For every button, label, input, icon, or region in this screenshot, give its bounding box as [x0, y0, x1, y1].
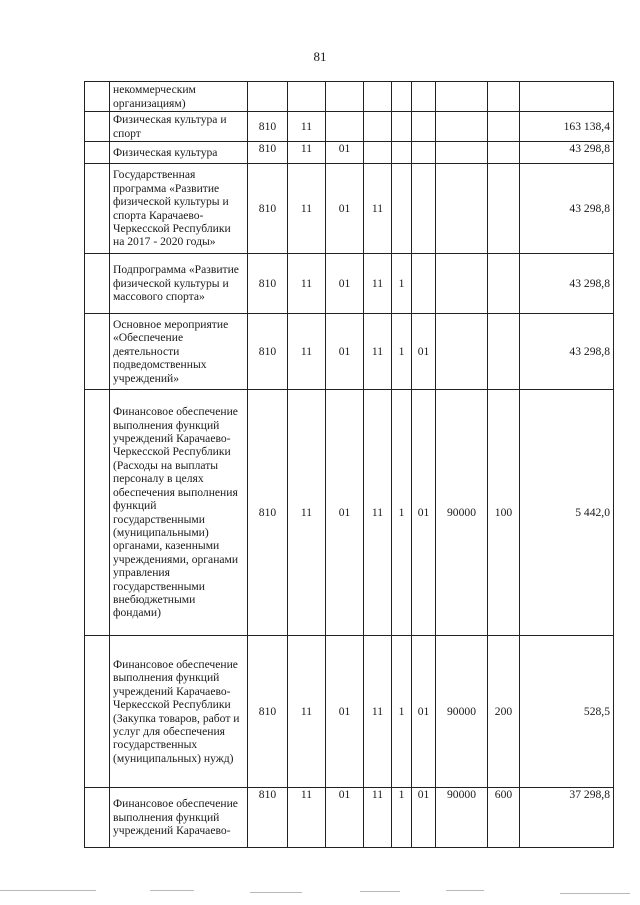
program-code: 11 — [364, 254, 392, 314]
expense-type-code — [488, 142, 520, 164]
expense-type-code: 200 — [488, 636, 520, 788]
section-code: 11 — [288, 636, 326, 788]
subprogram-code: 1 — [392, 788, 412, 848]
expense-type-code — [488, 82, 520, 112]
program-code: 11 — [364, 314, 392, 390]
subprogram-code: 1 — [392, 390, 412, 636]
subsection-code — [326, 82, 364, 112]
subsection-code: 01 — [326, 390, 364, 636]
activity-code — [412, 82, 436, 112]
row-name: Подпрограмма «Развитие физической культуры и массового спорта» — [110, 254, 248, 314]
subprogram-code — [392, 112, 412, 142]
expense-type-code — [488, 314, 520, 390]
expense-target-code: 90000 — [436, 788, 488, 848]
expense-type-code — [488, 254, 520, 314]
activity-code — [412, 142, 436, 164]
expense-type-code: 100 — [488, 390, 520, 636]
section-code — [288, 82, 326, 112]
amount: 43 298,8 — [520, 314, 614, 390]
blank-cell — [85, 788, 110, 848]
program-code: 11 — [364, 390, 392, 636]
blank-cell — [85, 254, 110, 314]
subprogram-code — [392, 142, 412, 164]
blank-cell — [85, 142, 110, 164]
ministry-code: 810 — [248, 314, 288, 390]
scan-artifact-line — [360, 891, 400, 892]
section-code: 11 — [288, 112, 326, 142]
blank-cell — [85, 82, 110, 112]
section-code: 11 — [288, 314, 326, 390]
program-code: 11 — [364, 636, 392, 788]
expense-target-code — [436, 142, 488, 164]
expense-type-code — [488, 112, 520, 142]
program-code — [364, 82, 392, 112]
ministry-code: 810 — [248, 112, 288, 142]
ministry-code: 810 — [248, 164, 288, 254]
blank-cell — [85, 164, 110, 254]
scan-artifact-line — [150, 890, 194, 891]
subsection-code: 01 — [326, 788, 364, 848]
ministry-code: 810 — [248, 254, 288, 314]
table-row — [85, 636, 614, 788]
expense-target-code: 90000 — [436, 636, 488, 788]
activity-code: 01 — [412, 314, 436, 390]
subsection-code: 01 — [326, 164, 364, 254]
activity-code — [412, 254, 436, 314]
amount: 163 138,4 — [520, 112, 614, 142]
activity-code: 01 — [412, 788, 436, 848]
blank-cell — [85, 636, 110, 788]
table-row — [85, 314, 614, 390]
subprogram-code — [392, 164, 412, 254]
amount — [520, 82, 614, 112]
section-code: 11 — [288, 164, 326, 254]
section-code: 11 — [288, 390, 326, 636]
scan-artifact-line — [446, 890, 484, 891]
ministry-code: 810 — [248, 142, 288, 164]
amount: 5 442,0 — [520, 390, 614, 636]
table-row — [85, 164, 614, 254]
subprogram-code: 1 — [392, 254, 412, 314]
row-name: Государственная программа «Развитие физической культуры и спорта Карачаево-Черкесской Республики на 2017 - 2020 годы» — [110, 164, 248, 254]
section-code: 11 — [288, 254, 326, 314]
subprogram-code: 1 — [392, 314, 412, 390]
program-code: 11 — [364, 788, 392, 848]
blank-cell — [85, 314, 110, 390]
row-name: Физическая культура и спорт — [110, 112, 248, 142]
amount: 37 298,8 — [520, 788, 614, 848]
amount: 528,5 — [520, 636, 614, 788]
scan-artifact-line — [0, 890, 96, 891]
table-row — [85, 390, 614, 636]
activity-code — [412, 112, 436, 142]
expense-type-code: 600 — [488, 788, 520, 848]
budget-table — [84, 81, 614, 848]
expense-target-code — [436, 254, 488, 314]
expense-target-code — [436, 164, 488, 254]
activity-code: 01 — [412, 390, 436, 636]
subsection-code: 01 — [326, 636, 364, 788]
scan-artifact-line — [560, 893, 630, 894]
section-code: 11 — [288, 142, 326, 164]
page-number: 81 — [313, 49, 327, 64]
table-row — [85, 112, 614, 142]
amount: 43 298,8 — [520, 142, 614, 164]
subprogram-code: 1 — [392, 636, 412, 788]
subprogram-code — [392, 82, 412, 112]
section-code: 11 — [288, 788, 326, 848]
expense-target-code: 90000 — [436, 390, 488, 636]
subsection-code — [326, 112, 364, 142]
program-code: 11 — [364, 164, 392, 254]
expense-target-code — [436, 314, 488, 390]
ministry-code: 810 — [248, 636, 288, 788]
blank-cell — [85, 112, 110, 142]
ministry-code: 810 — [248, 390, 288, 636]
table-row — [85, 142, 614, 164]
expense-target-code — [436, 82, 488, 112]
amount: 43 298,8 — [520, 164, 614, 254]
ministry-code: 810 — [248, 788, 288, 848]
row-name: Финансовое обеспечение выполнения функций учреждений Карачаево-Черкесской Республики (Закупка товаров, работ и услуг для обеспечения государственных (муниципальных) нужд) — [110, 636, 248, 788]
blank-cell — [85, 390, 110, 636]
ministry-code — [248, 82, 288, 112]
row-name: некоммерческим организациям) — [110, 82, 248, 112]
table-row — [85, 254, 614, 314]
row-name: Основное мероприятие «Обеспечение деятельности подведомственных учреждений» — [110, 314, 248, 390]
program-code — [364, 142, 392, 164]
row-name: Финансовое обеспечение выполнения функций учреждений Карачаево- — [110, 788, 248, 848]
activity-code: 01 — [412, 636, 436, 788]
subsection-code: 01 — [326, 142, 364, 164]
program-code — [364, 112, 392, 142]
expense-type-code — [488, 164, 520, 254]
scan-artifact-line — [250, 892, 302, 893]
activity-code — [412, 164, 436, 254]
row-name: Физическая культура — [110, 142, 248, 164]
expense-target-code — [436, 112, 488, 142]
row-name: Финансовое обеспечение выполнения функций учреждений Карачаево-Черкесской Республики (Расходы на выплаты персоналу в целях обеспечения выполнения функций государственными (муниципальными) органами, казенными учреждениями, органами управления государственными внебюджетными фондами) — [110, 390, 248, 636]
amount: 43 298,8 — [520, 254, 614, 314]
table-row — [85, 788, 614, 848]
table-row — [85, 82, 614, 112]
subsection-code: 01 — [326, 314, 364, 390]
subsection-code: 01 — [326, 254, 364, 314]
